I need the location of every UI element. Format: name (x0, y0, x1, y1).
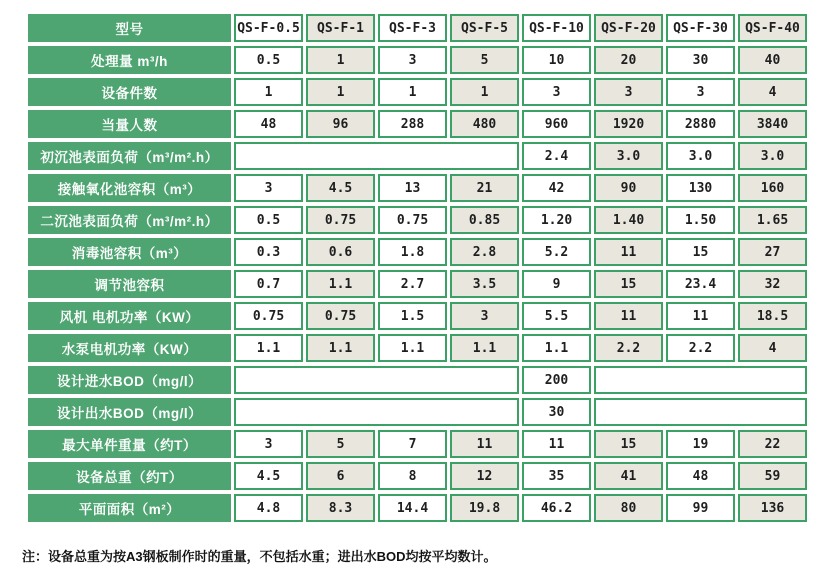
value-cell: 96 (306, 110, 375, 138)
row-label: 设备件数 (28, 78, 231, 106)
value-cell: 1.5 (378, 302, 447, 330)
value-cell: 960 (522, 110, 591, 138)
value-cell: 0.75 (378, 206, 447, 234)
value-cell: 1.40 (594, 206, 663, 234)
value-cell: 32 (738, 270, 807, 298)
header-row (28, 14, 807, 42)
row-label: 风机 电机功率（KW） (28, 302, 231, 330)
table-row (28, 270, 807, 298)
value-cell: 15 (594, 430, 663, 458)
model-header-cell: QS-F-3 (378, 14, 447, 42)
value-cell: 5 (306, 430, 375, 458)
value-cell: 2.2 (594, 334, 663, 362)
value-cell: 21 (450, 174, 519, 202)
value-cell: 1 (306, 78, 375, 106)
value-cell: 160 (738, 174, 807, 202)
value-cell: 2.4 (522, 142, 591, 170)
value-cell: 2880 (666, 110, 735, 138)
value-cell: 99 (666, 494, 735, 522)
value-cell: 5.5 (522, 302, 591, 330)
value-cell: 3 (234, 174, 303, 202)
value-cell: 4 (738, 78, 807, 106)
model-header-cell: QS-F-5 (450, 14, 519, 42)
value-cell: 30 (522, 398, 591, 426)
row-label: 二沉池表面负荷（m³/m².h） (28, 206, 231, 234)
value-cell: 46.2 (522, 494, 591, 522)
model-header-cell: QS-F-20 (594, 14, 663, 42)
value-cell: 80 (594, 494, 663, 522)
value-cell: 4 (738, 334, 807, 362)
value-cell: 1.50 (666, 206, 735, 234)
value-cell: 48 (666, 462, 735, 490)
value-cell: 3840 (738, 110, 807, 138)
value-cell: 1.1 (306, 270, 375, 298)
table-row (28, 174, 807, 202)
value-cell: 3 (522, 78, 591, 106)
empty-cell (594, 398, 807, 426)
value-cell: 4.5 (234, 462, 303, 490)
value-cell: 14.4 (378, 494, 447, 522)
row-label: 水泵电机功率（KW） (28, 334, 231, 362)
value-cell: 3.0 (738, 142, 807, 170)
value-cell: 13 (378, 174, 447, 202)
value-cell: 480 (450, 110, 519, 138)
value-cell: 0.3 (234, 238, 303, 266)
spec-table-body (28, 14, 807, 522)
value-cell: 48 (234, 110, 303, 138)
table-row (28, 302, 807, 330)
value-cell: 1.8 (378, 238, 447, 266)
value-cell: 1 (234, 78, 303, 106)
value-cell: 1.1 (450, 334, 519, 362)
table-row (28, 110, 807, 138)
value-cell: 0.7 (234, 270, 303, 298)
row-label: 初沉池表面负荷（m³/m².h） (28, 142, 231, 170)
table-row (28, 78, 807, 106)
value-cell: 11 (594, 238, 663, 266)
value-cell: 1.1 (234, 334, 303, 362)
value-cell: 1 (378, 78, 447, 106)
value-cell: 15 (666, 238, 735, 266)
model-header-cell: QS-F-10 (522, 14, 591, 42)
empty-cell (234, 366, 519, 394)
value-cell: 22 (738, 430, 807, 458)
value-cell: 19 (666, 430, 735, 458)
row-label: 设计进水BOD（mg/l） (28, 366, 231, 394)
value-cell: 0.85 (450, 206, 519, 234)
value-cell: 0.75 (234, 302, 303, 330)
value-cell: 10 (522, 46, 591, 74)
spec-table (25, 10, 810, 526)
value-cell: 2.2 (666, 334, 735, 362)
value-cell: 0.5 (234, 46, 303, 74)
value-cell: 8 (378, 462, 447, 490)
value-cell: 0.75 (306, 206, 375, 234)
value-cell: 288 (378, 110, 447, 138)
value-cell: 3 (378, 46, 447, 74)
empty-cell (234, 398, 519, 426)
value-cell: 9 (522, 270, 591, 298)
value-cell: 3.0 (594, 142, 663, 170)
value-cell: 27 (738, 238, 807, 266)
value-cell: 18.5 (738, 302, 807, 330)
row-label: 平面面积（m²） (28, 494, 231, 522)
value-cell: 3.5 (450, 270, 519, 298)
row-label: 最大单件重量（约T） (28, 430, 231, 458)
footnote: 注：设备总重为按A3钢板制作时的重量，不包括水重；进出水BOD均按平均数计。 (22, 549, 497, 564)
value-cell: 1.1 (306, 334, 375, 362)
table-row (28, 142, 807, 170)
value-cell: 11 (594, 302, 663, 330)
model-header-cell: QS-F-0.5 (234, 14, 303, 42)
header-row-label: 型号 (28, 14, 231, 42)
row-label: 设备总重（约T） (28, 462, 231, 490)
table-row (28, 494, 807, 522)
value-cell: 7 (378, 430, 447, 458)
value-cell: 90 (594, 174, 663, 202)
value-cell: 20 (594, 46, 663, 74)
value-cell: 1.65 (738, 206, 807, 234)
value-cell: 40 (738, 46, 807, 74)
value-cell: 1 (306, 46, 375, 74)
value-cell: 4.8 (234, 494, 303, 522)
value-cell: 1920 (594, 110, 663, 138)
value-cell: 30 (666, 46, 735, 74)
value-cell: 2.8 (450, 238, 519, 266)
value-cell: 23.4 (666, 270, 735, 298)
value-cell: 8.3 (306, 494, 375, 522)
value-cell: 5 (450, 46, 519, 74)
value-cell: 136 (738, 494, 807, 522)
value-cell: 3 (450, 302, 519, 330)
table-row (28, 46, 807, 74)
table-row (28, 462, 807, 490)
value-cell: 0.75 (306, 302, 375, 330)
row-label: 消毒池容积（m³） (28, 238, 231, 266)
value-cell: 12 (450, 462, 519, 490)
value-cell: 11 (522, 430, 591, 458)
value-cell: 59 (738, 462, 807, 490)
value-cell: 3 (234, 430, 303, 458)
value-cell: 1.1 (378, 334, 447, 362)
value-cell: 200 (522, 366, 591, 394)
value-cell: 4.5 (306, 174, 375, 202)
value-cell: 19.8 (450, 494, 519, 522)
table-row (28, 238, 807, 266)
value-cell: 6 (306, 462, 375, 490)
empty-cell (234, 142, 519, 170)
table-row (28, 206, 807, 234)
model-header-cell: QS-F-30 (666, 14, 735, 42)
value-cell: 0.6 (306, 238, 375, 266)
value-cell: 41 (594, 462, 663, 490)
value-cell: 0.5 (234, 206, 303, 234)
table-row (28, 430, 807, 458)
value-cell: 2.7 (378, 270, 447, 298)
value-cell: 35 (522, 462, 591, 490)
value-cell: 1.1 (522, 334, 591, 362)
value-cell: 1 (450, 78, 519, 106)
table-row (28, 398, 807, 426)
row-label: 处理量 m³/h (28, 46, 231, 74)
value-cell: 3 (594, 78, 663, 106)
value-cell: 1.20 (522, 206, 591, 234)
row-label: 设计出水BOD（mg/l） (28, 398, 231, 426)
model-header-cell: QS-F-1 (306, 14, 375, 42)
value-cell: 5.2 (522, 238, 591, 266)
table-row (28, 334, 807, 362)
value-cell: 3 (666, 78, 735, 106)
row-label: 调节池容积 (28, 270, 231, 298)
empty-cell (594, 366, 807, 394)
row-label: 接触氧化池容积（m³） (28, 174, 231, 202)
value-cell: 15 (594, 270, 663, 298)
row-label: 当量人数 (28, 110, 231, 138)
table-row (28, 366, 807, 394)
value-cell: 130 (666, 174, 735, 202)
value-cell: 11 (666, 302, 735, 330)
value-cell: 3.0 (666, 142, 735, 170)
value-cell: 42 (522, 174, 591, 202)
value-cell: 11 (450, 430, 519, 458)
model-header-cell: QS-F-40 (738, 14, 807, 42)
spec-table-container (25, 10, 810, 526)
